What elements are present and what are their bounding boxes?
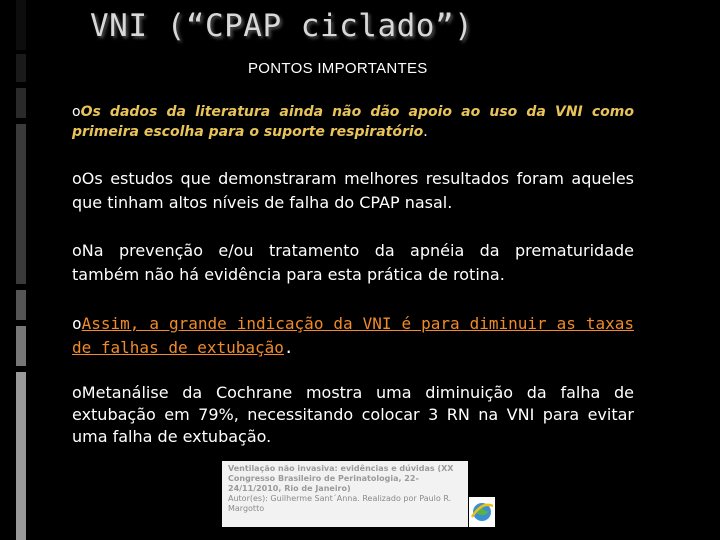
sidebar-decoration	[16, 124, 26, 284]
sidebar-decoration	[16, 0, 26, 50]
slide-title: VNI (“CPAP ciclado”)	[90, 8, 474, 44]
point-4-end: .	[283, 338, 294, 357]
slide-subtitle: PONTOS IMPORTANTES	[248, 60, 428, 77]
point-4	[72, 312, 634, 360]
point-1	[72, 102, 634, 142]
sidebar-decoration	[16, 290, 26, 320]
sidebar-decoration	[16, 54, 26, 82]
point-3	[72, 239, 634, 287]
bullet-marker: o	[72, 314, 82, 333]
sidebar-decoration	[16, 372, 26, 540]
bullet-marker: o	[72, 169, 82, 188]
globe-logo-icon	[469, 497, 495, 527]
sidebar-decoration	[16, 88, 26, 118]
point-2	[72, 167, 634, 215]
point-2-text: Os estudos que demonstraram melhores resultados foram aqueles que tinham altos níveis de falha do CPAP nasal.	[72, 169, 634, 212]
point-5-text: Metanálise da Cochrane mostra uma diminuição da falha de extubação em 79%, necessitando colocar 3 RN na VNI para evitar uma falha de extubação.	[72, 383, 634, 446]
sidebar-decoration	[16, 326, 26, 366]
reference-title: Ventilação não invasiva: evidências e dúvidas (XX Congresso Brasileiro de Perinatologia, 22-24/11/2010, Rio de Janeiro)	[228, 464, 454, 493]
point-1-end: .	[423, 124, 428, 140]
bullet-marker: o	[72, 104, 81, 120]
reference-authors: Autor(es): Guilherme Sant´Anna. Realizado por Paulo R. Margotto	[228, 494, 452, 513]
point-3-text: Na prevenção e/ou tratamento da apnéia da prematuridade também não há evidência para esta prática de rotina.	[72, 241, 634, 284]
reference-box	[222, 461, 468, 527]
point-4-text: Assim, a grande indicação da VNI é para diminuir as taxas de falhas de extubação	[72, 314, 634, 357]
bullet-marker: o	[72, 383, 82, 402]
point-5	[72, 382, 634, 448]
point-1-text: Os dados da literatura ainda não dão apoio ao uso da VNI como primeira escolha para o suporte respiratório	[72, 104, 634, 140]
bullet-marker: o	[72, 241, 82, 260]
